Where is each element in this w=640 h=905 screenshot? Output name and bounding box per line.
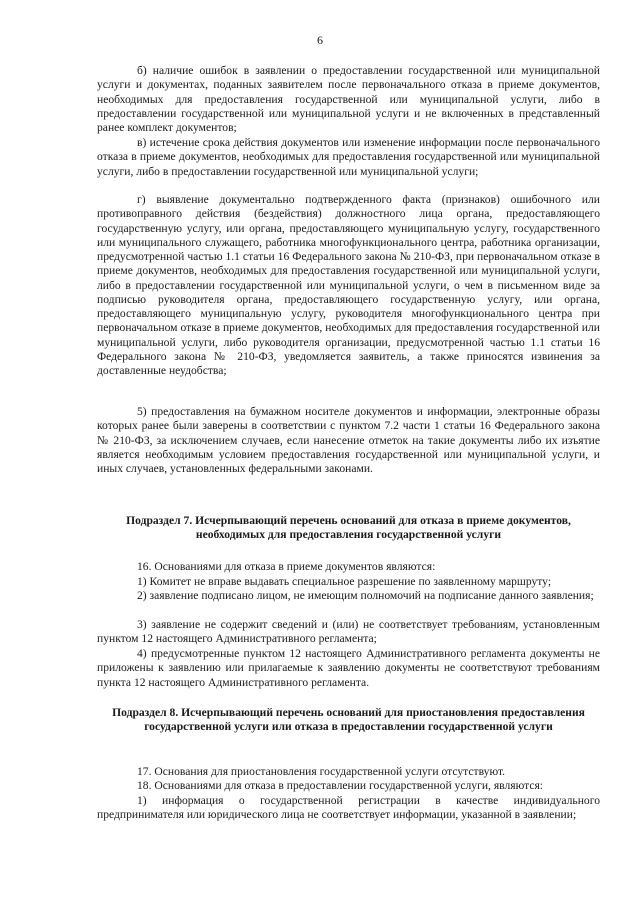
paragraph-g: г) выявление документально подтвержденного факта (признаков) ошибочного или противоправного действия (бездействия) должностного лица органа, предоставляющего государственную услугу, или органа, предоставляющего муниципальную услугу, государственного или муниципального служащего, работника многофункционального центра, работника организации, предусмотренной частью 1.1 статьи 16 Федерального закона № 210-ФЗ, при первоначальном отказе в приеме документов, необходимых для предоставления государственной или муниципальной услуги, либо в предоставлении государственной или муниципальной услуги, о чем в письменном виде за подписью руководителя органа, предоставляющего государственную услугу, или органа, предоставляющего муниципальную услугу, руководителя многофункционального центра при первоначальном отказе в приеме документов, необходимых для предоставления государственной или муниципальной услуги, либо руководителя организации, предусмотренной частью 1.1 статьи 16 Федерального закона № 210-ФЗ, уведомляется заявитель, а также приносятся извинения за доставленные неудобства;: [97, 193, 600, 377]
paragraph-17: 17. Основания для приостановления государственной услуги отсутствуют.: [137, 765, 506, 778]
paragraph-5: 5) предоставления на бумажном носителе документов и информации, электронные образы которых ранее были заверены в соответствии с пунктом 7.2 части 1 статьи 16 Федерального закона № 210-ФЗ, за исключением случаев, если нанесение отметок на такие документы либо их изъятие является необходимым условием предоставления государственной или муниципальной услуги, и иных случаев, установленных федеральными законами.: [97, 405, 600, 475]
paragraph-18-1: 1) информация о государственной регистрации в качестве индивидуального предпринимателя или юридического лица не соответствует информации, указанной в заявлении;: [97, 794, 600, 822]
paragraph-16-2: 2) заявление подписано лицом, не имеющим полномочий на подписание данного заявления;: [137, 589, 594, 602]
subsection-8-heading: Подраздел 8. Исчерпывающий перечень оснований для приостановления предоставления государственной услуги или отказа в предоставлении государственной услуги: [112, 706, 585, 734]
page-number: 6: [317, 33, 323, 47]
paragraph-18: 18. Основаниями для отказа в предоставлении государственной услуги, являются:: [137, 779, 544, 792]
subsection-7-heading: Подраздел 7. Исчерпывающий перечень оснований для отказа в приеме документов, необходимых для предоставления государственной услуги: [126, 514, 571, 542]
paragraph-16-1: 1) Комитет не вправе выдавать специальное разрешение по заявленному маршруту;: [137, 575, 552, 588]
paragraph-b: б) наличие ошибок в заявлении о предоставлении государственной или муниципальной услуги и документах, поданных заявителем после первоначального отказа в приеме документов, необходимых для предоставления государственной или муниципальной услуги, либо в предоставлении государственной или муниципальной услуги и не включенных в представленный ранее комплект документов;: [97, 64, 600, 134]
paragraph-16-3: 3) заявление не содержит сведений и (или) не соответствует требованиям, установленным пунктом 12 настоящего Административного регламента;: [97, 618, 600, 646]
paragraph-16-4: 4) предусмотренные пунктом 12 настоящего Административного регламента документы не приложены к заявлению или прилагаемые к заявлению документы не соответствуют требованиям пункта 12 настоящего Административного регламента.: [97, 647, 600, 689]
paragraph-v: в) истечение срока действия документов или изменение информации после первоначального отказа в приеме документов, необходимых для предоставления государственной или муниципальной услуги, либо в предоставлении государственной или муниципальной услуги;: [97, 136, 600, 178]
paragraph-16: 16. Основаниями для отказа в приеме документов являются:: [137, 560, 436, 573]
